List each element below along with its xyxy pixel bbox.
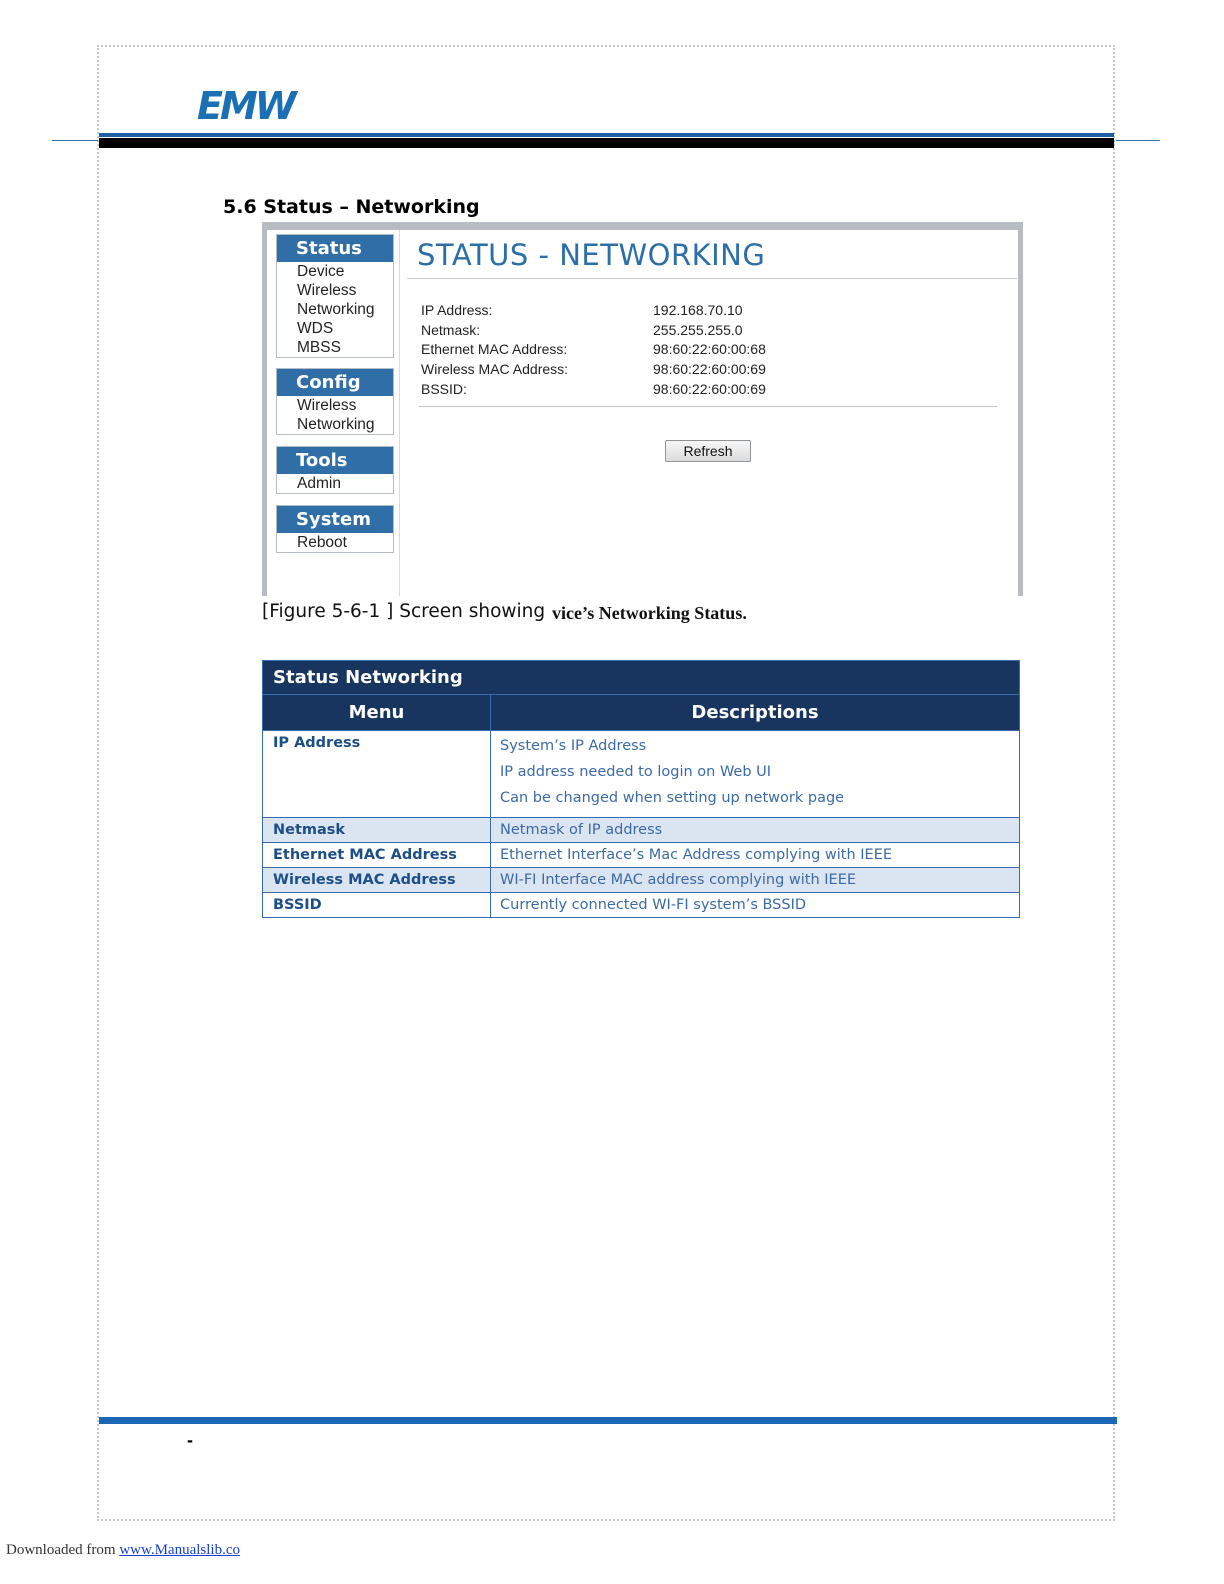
nav-head-status[interactable]: Status	[277, 235, 393, 262]
nav-item-admin[interactable]: Admin	[297, 475, 341, 492]
table-row	[263, 818, 1020, 843]
nav-item-wireless[interactable]: Wireless	[297, 282, 357, 299]
table-row	[263, 843, 1020, 868]
menu-cell: BSSID	[263, 893, 491, 918]
field-label-ip: IP Address:	[421, 302, 493, 318]
field-value-ip: 192.168.70.10	[653, 302, 743, 318]
screen-title: STATUS - NETWORKING	[417, 238, 766, 272]
downloaded-prefix: Downloaded from	[6, 1542, 120, 1558]
sidebar	[267, 230, 400, 596]
table-row	[263, 893, 1020, 918]
nav-group-tools	[276, 446, 394, 494]
header-rule-right	[1116, 140, 1160, 141]
nav-item-mbss[interactable]: MBSS	[297, 339, 341, 356]
menu-cell: Ethernet MAC Address	[263, 843, 491, 868]
info-divider	[419, 406, 997, 407]
nav-item-networking[interactable]: Networking	[297, 301, 375, 318]
nav-head-tools[interactable]: Tools	[277, 447, 393, 474]
field-label-bssid: BSSID:	[421, 381, 467, 397]
section-title: 5.6 Status – Networking	[223, 196, 480, 218]
nav-item-device[interactable]: Device	[297, 263, 345, 280]
field-label-ethernet-mac: Ethernet MAC Address:	[421, 341, 568, 357]
refresh-button[interactable]: Refresh	[665, 440, 751, 462]
figure-caption-suffix: vice’s Networking Status.	[552, 603, 747, 623]
nav-head-system[interactable]: System	[277, 506, 393, 533]
description-cell: Netmask of IP address	[491, 818, 1020, 843]
description-cell: WI-FI Interface MAC address complying with IEEE	[491, 868, 1020, 893]
downloaded-from-note	[6, 1542, 240, 1559]
table-row	[263, 868, 1020, 893]
table-row	[263, 731, 1020, 818]
description-line: System’s IP Address	[500, 738, 647, 754]
status-networking-screenshot	[262, 222, 1023, 596]
menu-cell: IP Address	[263, 731, 491, 818]
figure-caption: [Figure 5-6-1 ] Screen showing	[262, 601, 546, 622]
description-cell	[491, 731, 1020, 818]
field-label-wireless-mac: Wireless MAC Address:	[421, 361, 569, 377]
description-cell: Currently connected WI-FI system’s BSSID	[491, 893, 1020, 918]
field-value-bssid: 98:60:22:60:00:69	[653, 381, 766, 397]
field-value-ethernet-mac: 98:60:22:60:00:68	[653, 341, 766, 357]
menu-cell: Netmask	[263, 818, 491, 843]
status-networking-table	[262, 660, 1020, 918]
description-line: IP address needed to login on Web UI	[500, 764, 772, 780]
table-title: Status Networking	[263, 661, 1020, 695]
nav-group-config	[276, 368, 394, 435]
column-header-descriptions: Descriptions	[491, 695, 1020, 731]
header-rule-left	[52, 140, 98, 141]
header-bar-black	[99, 138, 1114, 148]
nav-head-config[interactable]: Config	[277, 369, 393, 396]
title-divider	[407, 278, 1017, 279]
nav-group-status	[276, 234, 394, 358]
footer-bar	[99, 1417, 1117, 1424]
nav-item-config-networking[interactable]: Networking	[297, 416, 375, 433]
nav-group-system	[276, 505, 394, 553]
field-value-netmask: 255.255.255.0	[653, 322, 743, 338]
nav-item-config-wireless[interactable]: Wireless	[297, 397, 357, 414]
description-line: Can be changed when setting up network page	[500, 790, 845, 806]
field-value-wireless-mac: 98:60:22:60:00:69	[653, 361, 766, 377]
nav-item-reboot[interactable]: Reboot	[297, 534, 347, 551]
column-header-menu: Menu	[263, 695, 491, 731]
field-label-netmask: Netmask:	[421, 322, 481, 338]
menu-cell: Wireless MAC Address	[263, 868, 491, 893]
description-cell: Ethernet Interface’s Mac Address complying with IEEE	[491, 843, 1020, 868]
header-bar-blue	[99, 133, 1114, 137]
nav-item-wds[interactable]: WDS	[297, 320, 334, 337]
manualslib-link[interactable]: www.Manualslib.co	[119, 1542, 240, 1558]
page-number-dash: -	[187, 1430, 193, 1450]
emw-logo: EMW	[197, 84, 294, 128]
